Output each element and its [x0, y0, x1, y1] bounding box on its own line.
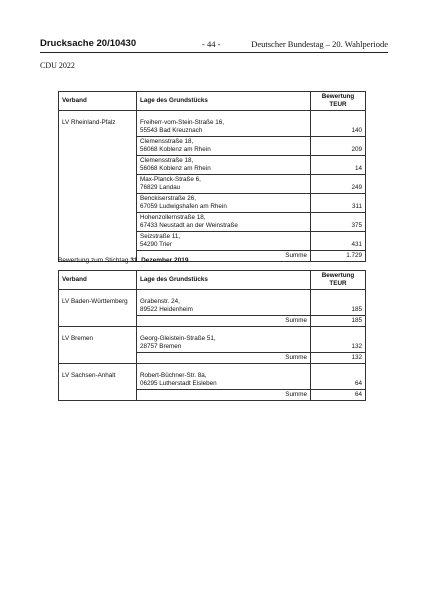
- sum-value: 64: [311, 390, 366, 401]
- table-row: [59, 327, 366, 353]
- property-table-2022: [58, 91, 366, 262]
- document-number: Drucksache 20/10430: [40, 38, 137, 49]
- address-cell: Grabenstr. 24, 89522 Heidenheim: [137, 290, 311, 316]
- column-header-lage: Lage des Grundstücks: [137, 271, 311, 290]
- address-cell: Clemensstraße 18, 56068 Koblenz am Rhein: [137, 137, 311, 156]
- verband-cell: LV Sachsen-Anhalt: [59, 364, 137, 401]
- value-cell: 14: [311, 156, 366, 175]
- verband-cell: LV Bremen: [59, 327, 137, 364]
- value-cell: 249: [311, 175, 366, 194]
- sum-label: Summe: [137, 390, 311, 401]
- address-cell: Georg-Gleistein-Straße 51, 28757 Bremen: [137, 327, 311, 353]
- reference-date-caption: Bewertung zum Stichtag 31. Dezember 2019: [58, 257, 189, 264]
- column-header-verband: Verband: [59, 92, 137, 111]
- column-header-lage: Lage des Grundstücks: [137, 92, 311, 111]
- value-cell: 185: [311, 290, 366, 316]
- value-cell: 311: [311, 194, 366, 213]
- sum-label: Summe: [137, 251, 311, 262]
- party-heading: CDU 2022: [40, 61, 75, 70]
- address-cell: Seizstraße 11, 54290 Trier: [137, 232, 311, 251]
- table-row: [59, 111, 366, 137]
- page-number: - 44 -: [202, 39, 221, 49]
- table-header-row: [59, 271, 366, 290]
- table-row: [59, 290, 366, 316]
- column-header-bewertung: Bewertung TEUR: [311, 271, 366, 290]
- sum-value: 132: [311, 353, 366, 364]
- address-cell: Freiherr-vom-Stein-Straße 16, 55543 Bad Kreuznach: [137, 111, 311, 137]
- value-cell: 140: [311, 111, 366, 137]
- address-cell: Hohenzollernstraße 18, 67433 Neustadt an der Weinstraße: [137, 213, 311, 232]
- verband-cell: LV Baden-Württemberg: [59, 290, 137, 327]
- table-header-row: [59, 92, 366, 111]
- value-cell: 209: [311, 137, 366, 156]
- header-rule: [40, 52, 388, 53]
- parliament-label: Deutscher Bundestag – 20. Wahlperiode: [251, 39, 388, 49]
- value-cell: 132: [311, 327, 366, 353]
- sum-label: Summe: [137, 316, 311, 327]
- address-cell: Robert-Büchner-Str. 8a, 06295 Lutherstadt Eisleben: [137, 364, 311, 390]
- address-cell: Benckiserstraße 26, 67059 Ludwigshafen am Rhein: [137, 194, 311, 213]
- sum-label: Summe: [137, 353, 311, 364]
- table-row: [59, 364, 366, 390]
- sum-value: 1.729: [311, 251, 366, 262]
- address-cell: Clemensstraße 18, 56068 Koblenz am Rhein: [137, 156, 311, 175]
- value-cell: 431: [311, 232, 366, 251]
- address-cell: Max-Planck-Straße 6, 76829 Landau: [137, 175, 311, 194]
- page-header: [40, 38, 388, 52]
- value-cell: 375: [311, 213, 366, 232]
- column-header-verband: Verband: [59, 271, 137, 290]
- sum-value: 185: [311, 316, 366, 327]
- verband-cell: LV Rheinland-Pfalz: [59, 111, 137, 262]
- column-header-bewertung: Bewertung TEUR: [311, 92, 366, 111]
- property-table-2019: [58, 270, 366, 401]
- value-cell: 64: [311, 364, 366, 390]
